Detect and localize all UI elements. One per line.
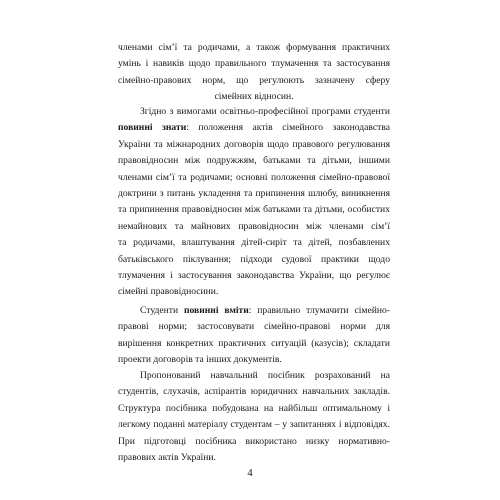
text-line: членами сім’ї та родичами, а також формування практичних — [118, 42, 390, 53]
text-line: сімейні правовідносини. — [118, 286, 219, 298]
paragraph-4 — [118, 368, 390, 466]
text-line: правові норми; застосовувати сімейно-правові норми для — [118, 321, 390, 333]
text-line: правовідносин між подружжям, батьками та дітьми, іншими — [118, 155, 390, 167]
text-fragment: Студенти — [140, 305, 184, 316]
text-line: Пропонований навчальний посібник розрахований на — [140, 370, 390, 381]
text-line: батьківського піклування; підходи судової практики щодо — [118, 253, 390, 265]
text-line: вирішення конкретних практичних ситуацій (казусів); складати — [118, 337, 390, 349]
text-line: сімейно-правових норм, що регулюють зазначену сферу — [118, 74, 390, 86]
text-line: членами сім’ї та родичами; основні положення сімейно-правової — [118, 171, 390, 183]
text-line: проекти договорів та інших документів. — [118, 354, 282, 366]
text-line: доктрини з питань укладення та припинення шлюбу, виникнення — [118, 188, 390, 200]
text-line: студентів, слухачів, аспірантів юридичних навчальних закладів. — [118, 386, 390, 398]
text-line: При підготовці посібника використано низку нормативно- — [118, 435, 390, 447]
bold-lead: повинні знати — [118, 122, 187, 134]
text-line — [118, 303, 390, 319]
text-line: сімейних відносин. — [214, 91, 294, 103]
text-fragment: : правильно тлумачити сімейно- — [248, 305, 390, 316]
paragraph-1 — [118, 40, 390, 106]
paragraph-3 — [118, 303, 390, 369]
text-line: Структура посібника побудована на найбільш оптимальному і — [118, 402, 390, 414]
text-line: легкому поданні матеріалу студентам – у запитаннях і відповідях. — [118, 419, 390, 431]
text-line: та припинення правовідносин між батьками та дітьми, особистих — [118, 204, 390, 216]
text-line: України та міжнародних договорів щодо правового регулювання — [118, 138, 390, 150]
text-line: немайнових та майнових правовідносин між членами сім’ї — [118, 220, 390, 232]
text-line: правових актів України. — [118, 452, 216, 464]
page-number: 4 — [247, 468, 253, 479]
text-fragment: : положення актів сімейного законодавства — [186, 122, 390, 134]
text-line: тлумачення і застосування законодавства України, що регулює — [118, 270, 390, 282]
text-line: Згідно з вимогами освітньо-професійної програми студенти — [140, 106, 390, 117]
paragraph-2 — [118, 104, 390, 301]
bold-lead: повинні вміти — [183, 305, 249, 316]
text-line — [118, 120, 390, 136]
text-line: умінь і навиків щодо правильного тлумачення та застосування — [118, 58, 390, 70]
text-line: та родичами, влаштування дітей-сиріт та дітей, позбавлених — [118, 237, 390, 249]
